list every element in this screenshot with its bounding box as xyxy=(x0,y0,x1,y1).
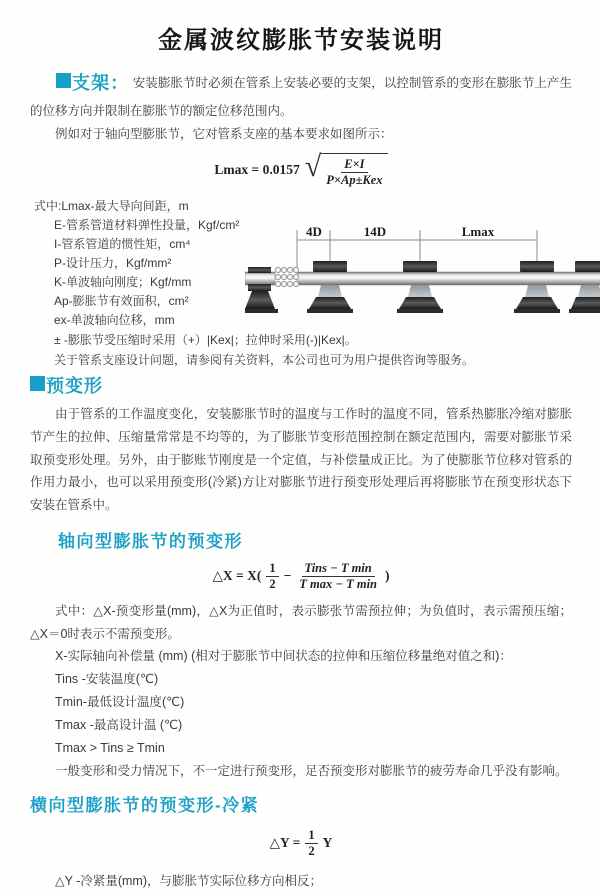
section-square-icon xyxy=(56,73,71,88)
axial-formula-lhs: △X = X( xyxy=(212,567,262,583)
axial-subsection-heading: 轴向型膨胀节的预变形 xyxy=(58,531,243,551)
guide-support xyxy=(307,261,353,313)
preform-section-heading-row xyxy=(30,370,572,403)
definition-line: Ap-膨胀节有效面积，cm² xyxy=(54,294,189,309)
support-intro-text: 安装膨胀节时必须在管系上安装必要的支架，以控制管系的变形在膨胀节上产生的位移方向并限制在膨胀节的额定位移范围内。 xyxy=(30,76,572,118)
lmax-formula xyxy=(30,150,572,188)
temperature-fraction: $\frac{\text{Tins − T min}}{\text{T max − T min}}$ xyxy=(299,560,377,591)
dim-label-4d: 4D xyxy=(306,225,322,240)
lmax-formula-denominator: P×Ap±Kex xyxy=(326,173,383,188)
lateral-preform-formula xyxy=(30,828,572,858)
axial-note-line: Tmax -最高设计温 (℃) xyxy=(55,718,183,733)
lmax-formula-numerator: E×I xyxy=(341,157,367,173)
axial-preform-formula xyxy=(30,561,572,591)
support-intro-paragraph xyxy=(30,67,572,123)
support-example-line: 例如对于轴向型膨胀节，它对管系支座的基本要求如图所示： xyxy=(55,126,393,141)
definition-line: K-单波轴向刚度；Kgf/mm xyxy=(54,275,192,290)
page-title: 金属波纹膨胀节安装说明 xyxy=(158,27,444,54)
definition-line: I-管系管道的惯性矩，cm⁴ xyxy=(54,237,191,252)
dim-label-lmax: Lmax xyxy=(461,225,495,240)
radical-sign: √ xyxy=(304,150,322,184)
lateral-formula-lhs: △Y = xyxy=(269,835,301,851)
one-half-fraction: $\frac{1}{2}$ xyxy=(305,828,317,858)
definition-line: 关于管系支座设计问题，请参阅有关资料，本公司也可为用户提供咨询等服务。 xyxy=(54,353,475,368)
one-half-fraction: $\frac{1}{2}$ xyxy=(266,561,278,591)
axial-note-line: Tmax > Tins ≥ Tmin xyxy=(55,741,165,756)
radical-content xyxy=(321,153,387,187)
lateral-formula-rhs: Y xyxy=(322,835,333,851)
lateral-note-line: △Y -冷紧量(mm)，与膨胀节实际位移方向相反； xyxy=(55,874,323,889)
definitions-and-diagram xyxy=(30,197,572,370)
definition-line: ± -膨胀节受压缩时采用（+）|Kex|；拉伸时采用(-)|Kex|。 xyxy=(54,333,357,348)
definition-line: ex-单波轴向位移，mm xyxy=(54,313,175,328)
preform-paragraph: 由于管系的工作温度变化，安装膨胀节时的温度与工作时的温度不同，管系热膨胀冷缩对膨胀节产生的拉伸、压缩量常常是不均等的，为了膨胀节变形范围控制在额定范围内，需要对膨胀节采取预变形处理。另外，由于膨账节刚度是一个定值，与补偿量成正比。为了使膨胀节位移对管系的作用力最小，也可以采用预变形(冷紧)方让对膨胀节进行预变形处理后再将膨胀节在预变形状态下安装在管系中。 xyxy=(30,407,572,512)
minus-sign: − xyxy=(283,567,292,583)
dimension-labels xyxy=(306,225,495,239)
lmax-formula-lhs: Lmax = 0.0157 xyxy=(214,162,300,178)
pipe-support-diagram xyxy=(245,225,600,325)
dim-label-14d: 14D xyxy=(363,225,387,240)
axial-note-line: 一般变形和受力情况下，不一定进行预变形，足否预变形对膨胀节的疲劳寿命几乎没有影响。 xyxy=(55,764,568,779)
bellows-icon xyxy=(275,268,298,287)
lateral-subsection-heading: 横向型膨胀节的预变形-冷紧 xyxy=(30,796,260,816)
guide-support xyxy=(514,261,560,313)
axial-note-main: 式中：△X-预变形量(mm)，△X为正值时，表示膨张节需预拉伸；为负值时，表示需预压缩；△X＝0时表示不需预变形。 xyxy=(30,603,572,641)
preform-section-heading: 预变形 xyxy=(46,376,103,397)
section-square-icon xyxy=(30,376,45,391)
definition-line: E-管系管道材料弹性投量，Kgf/cm² xyxy=(54,218,240,233)
axial-note-line: Tins -安装温度(℃) xyxy=(55,672,159,687)
axial-note-line: X-实际轴向补偿量 (mm) (相对于膨胀节中间状态的拉伸和压缩位移量绝对值之和)： xyxy=(55,649,512,664)
support-section-heading: 支架： xyxy=(72,73,130,93)
definition-line: 式中:Lmax-最大导向间距，m xyxy=(34,199,189,214)
definition-line: P-设计压力，Kgf/mm² xyxy=(54,256,172,271)
guide-support xyxy=(397,261,443,313)
close-paren: ) xyxy=(385,567,390,583)
axial-note-line: Tmin-最低设计温度(℃) xyxy=(55,695,185,710)
guide-support xyxy=(569,261,600,313)
